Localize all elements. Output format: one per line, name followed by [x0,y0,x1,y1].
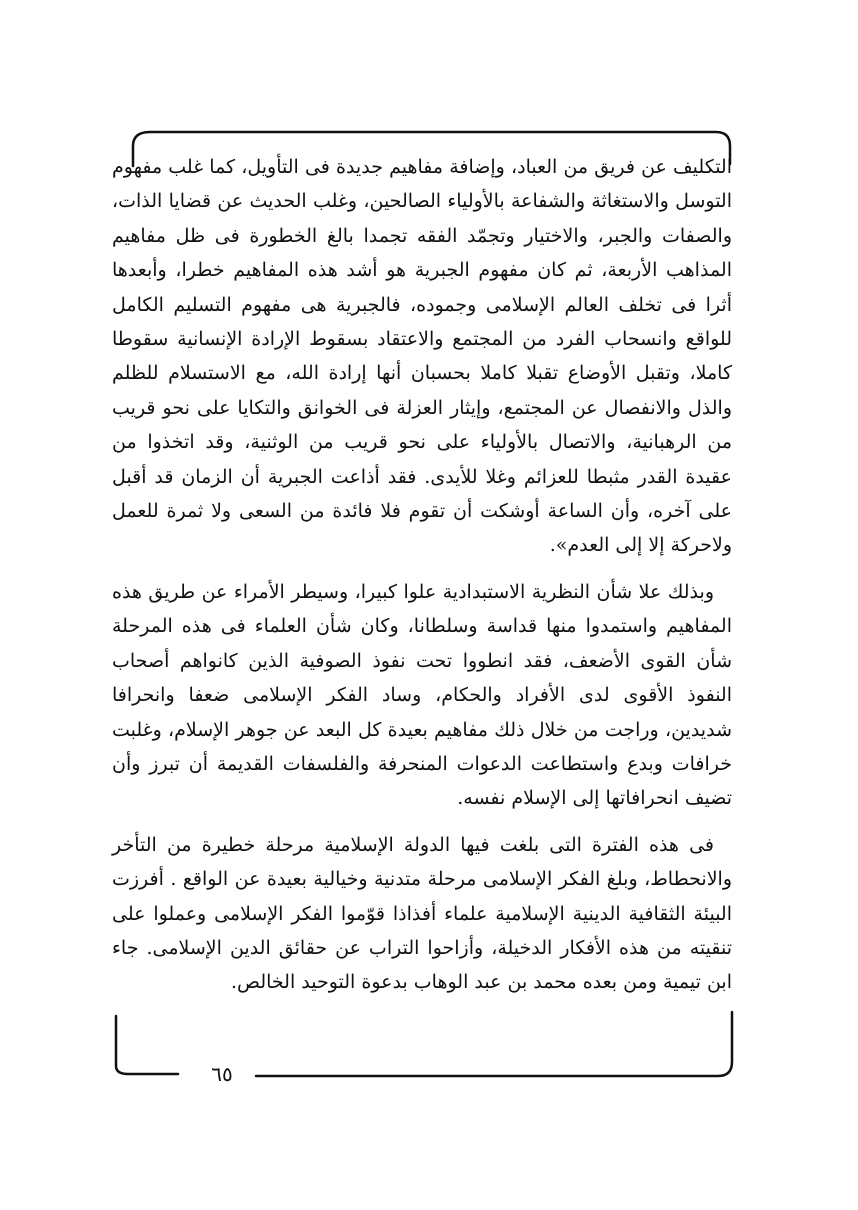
page-number: ٦٥ [211,1062,233,1086]
body-text [112,150,732,1000]
frame-bottom-line-left [116,1016,178,1074]
paragraph-1: التكليف عن فريق من العباد، وإضافة مفاهيم جديدة فى التأويل، كما غلب مفهوم التوسل والاستغاثة والشفاعة بالأولياء الصالحين، وغلب الحديث عن قضايا الذات، والصفات والجبر، والاختيار وتجمّد الفقه تجمدا بالغ الخطورة فى ظل مفاهيم المذاهب الأربعة، ثم كان مفهوم الجبرية هو أشد هذه المفاهيم خطرا، وأبعدها أثرا فى تخلف العالم الإسلامى وجموده، فالجبرية هى مفهوم التسليم الكامل للواقع وانسحاب الفرد من المجتمع والاعتقاد بسقوط الإرادة الإنسانية سقوطا كاملا، وتقبل الأوضاع تقبلا كاملا بحسبان أنها إرادة الله، مع الاستسلام للظلم والذل والانفصال عن المجتمع، وإيثار العزلة فى الخوانق والتكايا على نحو قريب من الرهبانية، والاتصال بالأولياء على نحو قريب من الوثنية، وقد اتخذوا من عقيدة القدر مثبطا للعزائم وغلا للأيدى. فقد أذاعت الجبرية أن الزمان قد أقبل على آخره، وأن الساعة أوشكت أن تقوم فلا فائدة من السعى ولا ثمرة للعمل ولاحركة إلا إلى العدم». [112,156,732,557]
frame-bottom-line-right [256,1012,732,1076]
paragraph-3: فى هذه الفترة التى بلغت فيها الدولة الإسلامية مرحلة خطيرة من التأخر والانحطاط، وبلغ الفكر الإسلامى مرحلة متدنية وخيالية بعيدة عن الواقع . أفرزت البيئة الثقافية الدينية الإسلامية علماء أفذاذا قوّموا الفكر الإسلامى وعملوا على تنقيته من هذه الأفكار الدخيلة، وأزاحوا التراب عن حقائق الدين الإسلامى. جاء ابن تيمية ومن بعده محمد بن عبد الوهاب بدعوة التوحيد الخالص. [112,833,732,994]
paragraph-2: وبذلك علا شأن النظرية الاستبدادية علوا كبيرا، وسيطر الأمراء عن طريق هذه المفاهيم واستمدوا منها قداسة وسلطانا، وكان شأن العلماء فى هذه المرحلة شأن القوى الأضعف، فقد انطووا تحت نفوذ الصوفية الذين كانواهم أصحاب النفوذ الأقوى لدى الأفراد والحكام، وساد الفكر الإسلامى ضعفا وانحرافا شديدين، وراجت من خلال ذلك مفاهيم بعيدة كل البعد عن جوهر الإسلام، وغلبت خرافات وبدع واستطاعت الدعوات المنحرفة والفلسفات القديمة أن تبرز وأن تضيف انحرافاتها إلى الإسلام نفسه. [112,580,732,810]
